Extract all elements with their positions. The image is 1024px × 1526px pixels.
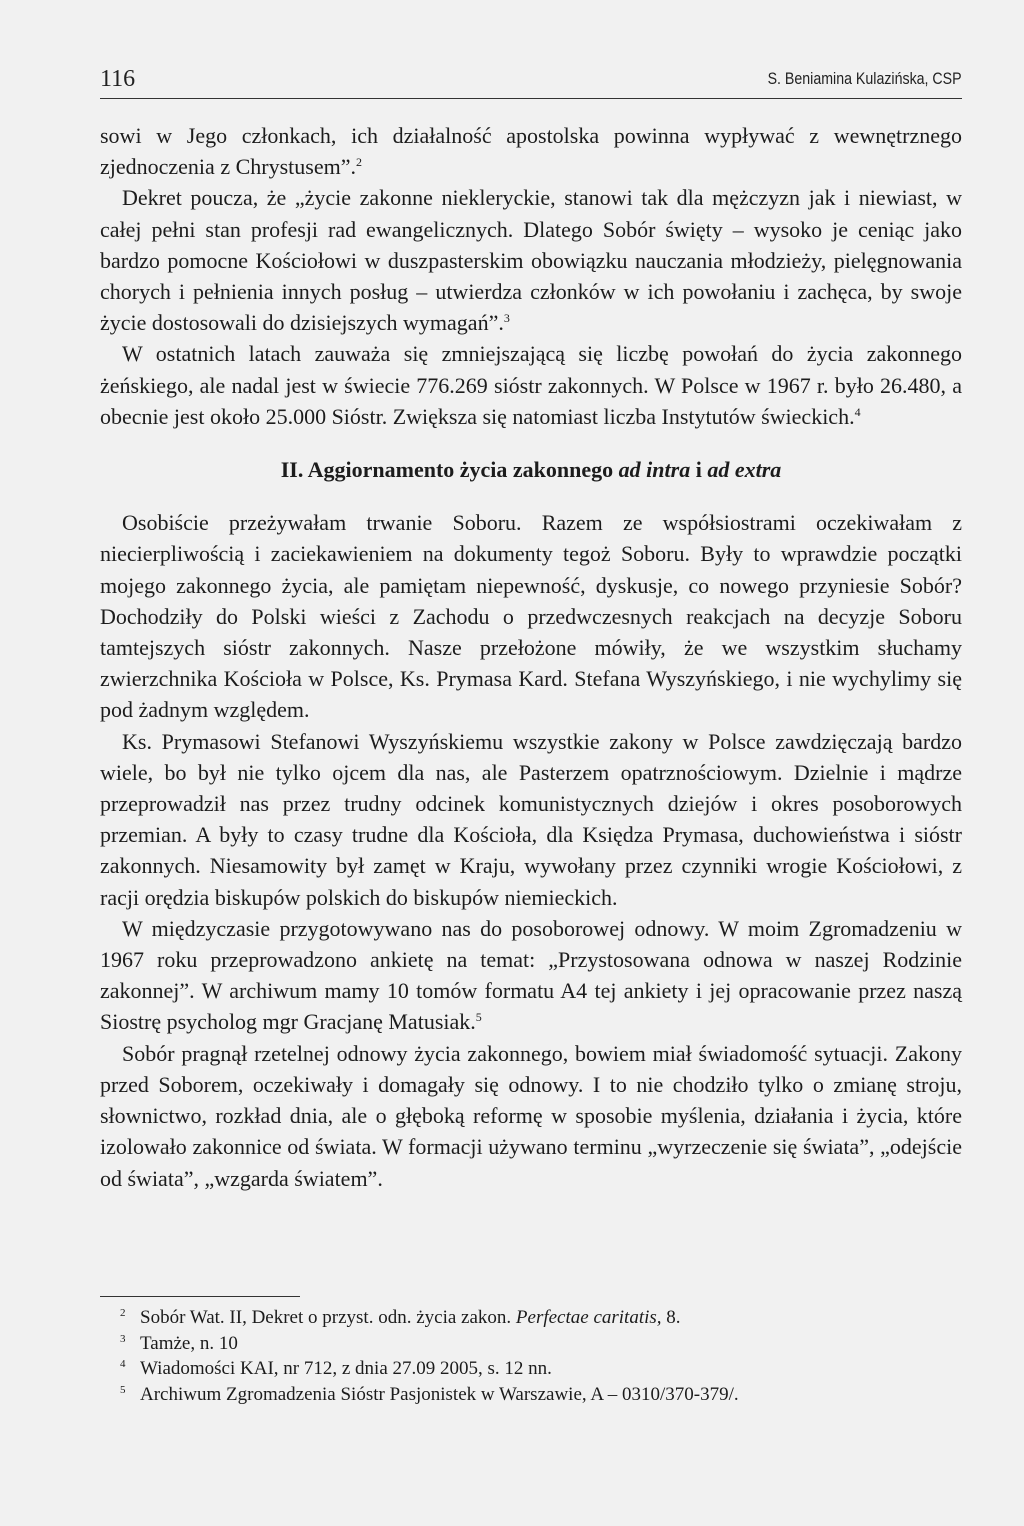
paragraph: Dekret poucza, że „życie zakonne niekleryckie, stanowi tak dla mężczyzn jak i niewiast, w całej pełni stan profesji rad ewangelicznych. Dlatego Sobór święty – wysoko je ceniąc jako bardzo pomocne Kościołowi w duszpasterskim obowiązku nauczania młodzieży, pielęgnowania chorych i pełnienia innych posług – utwierdza członków w ich powołaniu i zachęca, by swoje życie dostosowali do dzisiejszych wymagań”.$^3$	[100, 185, 962, 336]
page-number: 116	[100, 66, 136, 92]
paragraph: W ostatnich latach zauważa się zmniejszającą się liczbę powołań do życia zakonnego żeńskiego, ale nadal jest w świecie 776.269 sióstr zakonnych. W Polsce w 1967 r. było 26.480, a obecnie jest około 25.000 Sióstr. Zwiększa się natomiast liczba Instytutów świeckich.$^4$	[100, 341, 962, 429]
footnote: 5 Archiwum Zgromadzenia Sióstr Pasjonistek w Warszawie, A – 0310/370-379/.	[100, 1382, 962, 1408]
paragraph: W międzyczasie przygotowywano nas do posoborowej odnowy. W moim Zgromadzeniu w 1967 roku przeprowadzono ankietę na temat: „Przystosowana odnowa w naszej Rodzinie zakonnej”. W archiwum mamy 10 tomów formatu A4 tej ankiety i jej opracowanie przez naszą Siostrę psycholog mgr Gracjanę Matusiak.$^5$	[100, 915, 962, 1035]
page-header	[100, 64, 962, 99]
footnote-divider	[100, 1296, 300, 1297]
section-heading: II. Aggiornamento życia zakonnego ad intra i ad extra	[280, 457, 782, 483]
footnote-ref: 3	[503, 311, 510, 326]
main-text	[100, 120, 962, 1194]
paragraph: Sobór pragnął rzetelnej odnowy życia zakonnego, bowiem miał świadomość sytuacji. Zakony przed Soborem, oczekiwały i domagały się odnowy. I to nie chodziło tylko o zmianę stroju, słownictwo, rozkład dnia, ale o głęboką reformę w sposobie myślenia, działania i życia, które izolowało zakonnice od świata. W formacji używano terminu „wyrzeczenie się świata”, „odejście od świata”, „wzgarda światem”.	[100, 1040, 962, 1191]
footnote-number: 4	[120, 1358, 126, 1370]
running-head: S. Beniamina Kulazińska, CSP	[767, 70, 962, 88]
footnote-number: 2	[120, 1307, 126, 1319]
footnote: 2 Sobór Wat. II, Dekret o przyst. odn. życia zakon. Perfectae caritatis, 8.	[100, 1305, 962, 1331]
footnote-ref: 2	[355, 155, 362, 170]
footnote-number: 5	[120, 1383, 126, 1396]
footnote-ref: 5	[475, 1010, 482, 1025]
footnote-number: 3	[120, 1332, 126, 1345]
footnotes	[100, 1296, 962, 1407]
footnote: 3 Tamże, n. 10	[100, 1331, 962, 1357]
paragraph: Osobiście przeżywałam trwanie Soboru. Razem ze współsiostrami oczekiwałam z niecierpliwością i zaciekawieniem na dokumenty tegoż Soboru. Były to wprawdzie początki mojego zakonnego życia, ale pamiętam niepewność, dyskusje, co nowego przyniesie Sobór? Dochodziły do Polski wieści z Zachodu o przedwczesnych reakcjach na decyzje Soboru tamtejszych sióstr zakonnych. Nasze przełożone mówiły, że we wszystkim słuchamy zwierzchnika Kościoła w Polsce, Ks. Prymasa Kard. Stefana Wyszyńskiego, i nie wychylimy się pod żadnym względem.	[100, 510, 962, 723]
footnote: 4 Wiadomości KAI, nr 712, z dnia 27.09 2005, s. 12 nn.	[100, 1356, 962, 1382]
footnote-ref: 4	[854, 404, 861, 419]
paragraph: sowi w Jego członkach, ich działalność apostolska powinna wypływać z wewnętrznego zjednoczenia z Chrystusem”.$^2$	[100, 123, 962, 180]
paragraph: Ks. Prymasowi Stefanowi Wyszyńskiemu wszystkie zakony w Polsce zawdzięczają bardzo wiele, bo był nie tylko ojcem dla nas, ale Pasterzem opatrznościowym. Dzielnie i mądrze przeprowadził nas przez trudny odcinek komunistycznych dziejów i okres posoborowych przemian. A były to czasy trudne dla Kościoła, dla Księdza Prymasa, duchowieństwa i sióstr zakonnych. Niesamowity był zamęt w Kraju, wywołany przez czynniki wrogie Kościołowi, z racji orędzia biskupów polskich do biskupów niemieckich.	[100, 728, 962, 910]
